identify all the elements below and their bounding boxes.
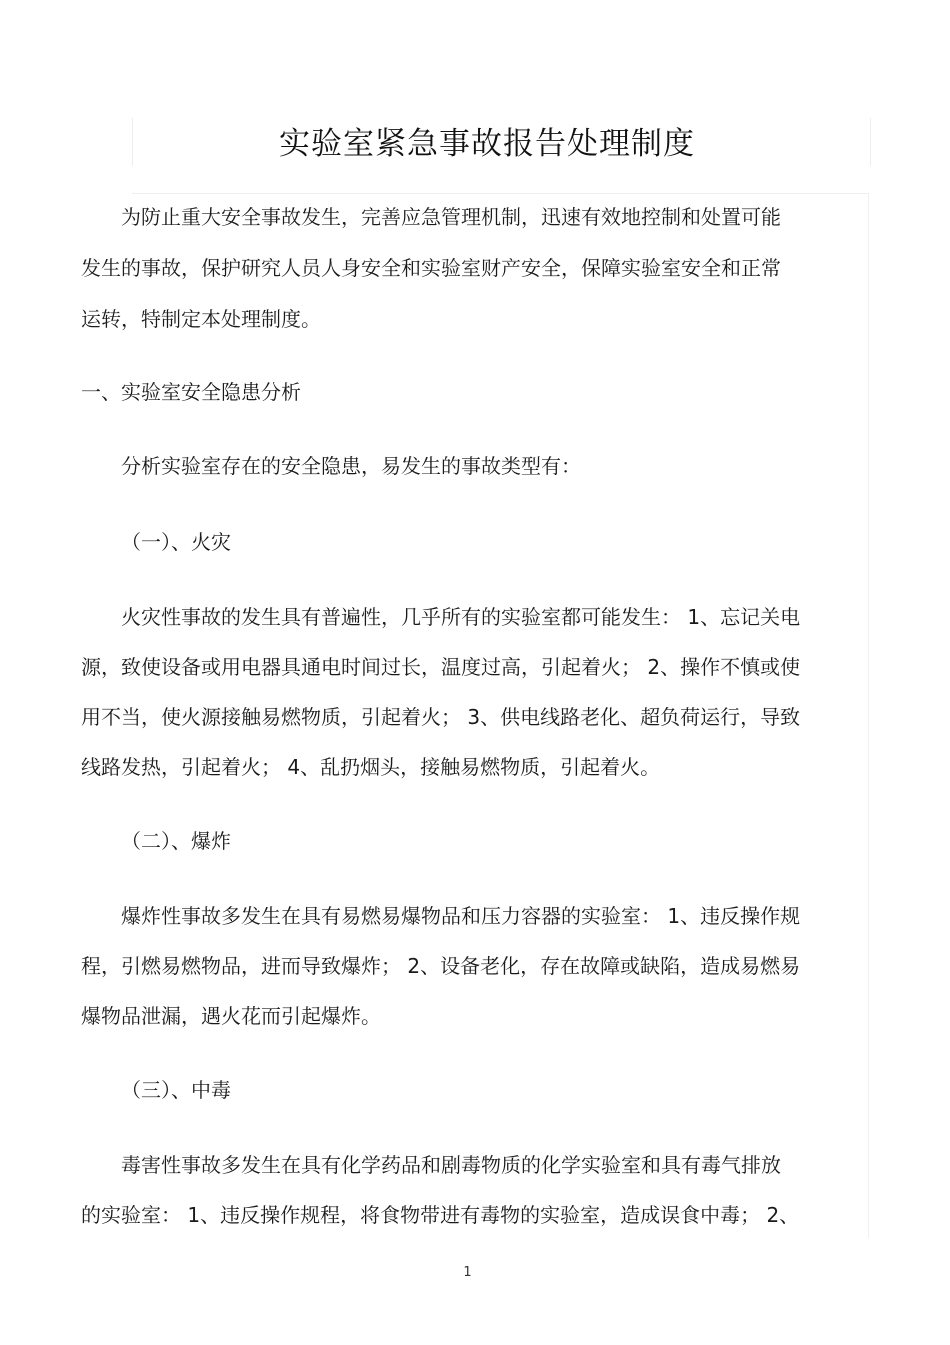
fire-paragraph-line: 用不当，使火源接触易燃物质，引起着火； 3、供电线路老化、超负荷运行，导致 [81, 705, 801, 729]
subsection-heading-poisoning: （三）、中毒 [121, 1078, 231, 1102]
subsection-heading-explosion: （二）、爆炸 [121, 829, 231, 853]
fire-paragraph-line: 线路发热，引起着火； 4、乱扔烟头，接触易燃物质，引起着火。 [81, 755, 661, 779]
fire-paragraph-line: 源，致使设备或用电器具通电时间过长，温度过高，引起着火； 2、操作不慎或使 [81, 655, 801, 679]
section-heading: 一、实验室安全隐患分析 [81, 380, 301, 404]
fire-paragraph-line: 火灾性事故的发生具有普遍性，几乎所有的实验室都可能发生： 1、忘记关电 [121, 605, 801, 629]
intro-paragraph-line: 运转，特制定本处理制度。 [81, 307, 321, 331]
subsection-heading-fire: （一）、火灾 [121, 530, 231, 554]
explosion-paragraph-line: 程，引燃易燃物品，进而导致爆炸； 2、设备老化，存在故障或缺陷，造成易燃易 [81, 954, 801, 978]
explosion-paragraph-line: 爆物品泄漏，遇火花而引起爆炸。 [81, 1004, 381, 1028]
document-title: 实验室紧急事故报告处理制度 [279, 126, 695, 162]
intro-paragraph-line: 为防止重大安全事故发生，完善应急管理机制，迅速有效地控制和处置可能 [121, 205, 781, 229]
poisoning-paragraph-line: 的实验室： 1、违反操作规程，将食物带进有毒物的实验室，造成误食中毒； 2、 [81, 1203, 800, 1227]
divider [132, 193, 869, 194]
paragraph-line: 分析实验室存在的安全隐患，易发生的事故类型有： [121, 454, 581, 478]
explosion-paragraph-line: 爆炸性事故多发生在具有易燃易爆物品和压力容器的实验室： 1、违反操作规 [121, 904, 801, 928]
poisoning-paragraph-line: 毒害性事故多发生在具有化学药品和剧毒物质的化学实验室和具有毒气排放 [121, 1153, 781, 1177]
intro-paragraph-line: 发生的事故，保护研究人员人身安全和实验室财产安全，保障实验室安全和正常 [81, 256, 781, 280]
page-number: 1 [463, 1265, 472, 1280]
